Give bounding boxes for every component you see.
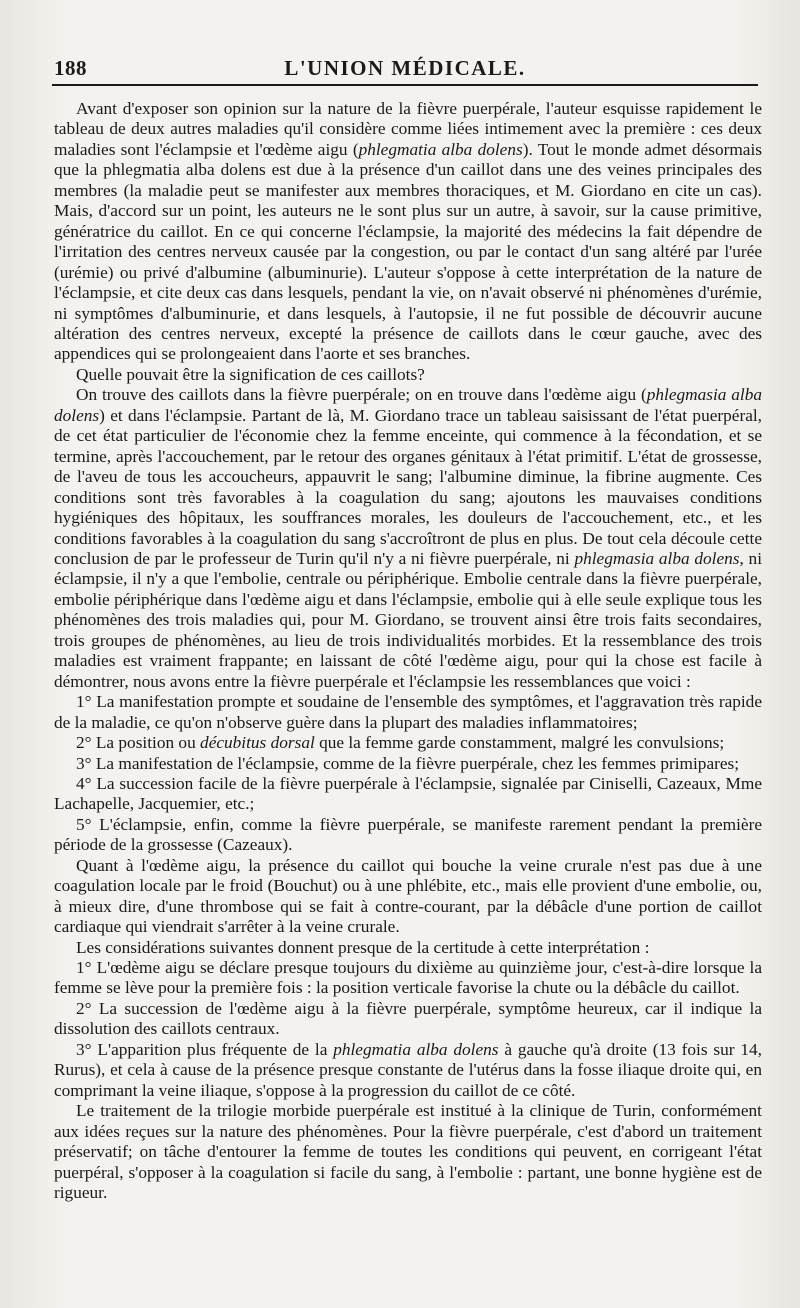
paragraph [54,938,762,958]
paragraph [54,1101,762,1203]
text-run: que la femme garde constamment, malgré les convulsions; [314,733,725,753]
article-body [54,99,762,1203]
text-run: Les considérations suivantes donnent presque de la certitude à cette interprétation : [76,937,650,957]
text-run: 1° La manifestation prompte et soudaine de l'ensemble des symptômes, et l'aggravation très rapide de la maladie, ce qu'on n'observe guère dans la plupart des maladies inflammatoires; [54,692,762,732]
numbered-item [54,815,762,856]
text-run: On trouve des caillots dans la fièvre puerpérale; on en trouve dans l'œdème aigu ( [76,385,647,405]
numbered-item [54,692,762,733]
italic-term: phlegmatia alba dolens [333,1039,499,1059]
italic-term: phlegmatia alba dolens [358,139,523,159]
text-run: 4° La succession facile de la fièvre puerpérale à l'éclampsie, signalée par Ciniselli, Cazeaux, Mme Lachapelle, Jacquemier, etc.; [54,773,762,814]
header-rule [52,84,758,86]
italic-term: phlegmasia alba dolens [574,548,740,568]
paragraph [54,385,762,692]
text-run: 3° La manifestation de l'éclampsie, comme de la fièvre puerpérale, chez les femmes primipares; [76,753,740,773]
running-title: L'UNION MÉDICALE. [284,56,526,80]
page-header [50,52,760,82]
italic-term: phlegmasia alba dolens [54,385,762,425]
text-run: Avant d'exposer son opinion sur la nature de la fièvre puerpérale, l'auteur esquisse rapidement le tableau de deux autres maladies qu'il considère comme liées intimement avec la première : ces deux maladies sont l'éclampsie et l'œdème aigu ( [54,99,762,159]
text-run: 1° L'œdème aigu se déclare presque toujours du dixième au quinzième jour, c'est-à-dire lorsque la femme se lève pour la première fois : la position verticale favorise la chute ou la débâcle du caillot. [54,958,762,998]
numbered-item [54,958,762,999]
text-run: Quant à l'œdème aigu, la présence du caillot qui bouche la veine crurale n'est pas due à une coagulation locale par le froid (Bouchut) ou à une phlébite, etc., mais elle provient d'une embolie, ou, à mieux dire, d'une thrombose qui se fait à contre-courant, par la débâcle d'une portion de caillot cardiaque qui viendrait s'arrêter à la veine crurale. [54,855,762,937]
numbered-item [54,774,762,815]
numbered-item [54,754,762,774]
text-run: 3° L'apparition plus fréquente de la [76,1039,334,1059]
text-run: ). Tout le monde admet désormais que la phlegmatia alba dolens est due à la présence d'un caillot dans une des veines principales des membres (la maladie peut se manifester aux membres thoraciques, et M. Giordano en cite un cas). Mais, d'accord sur un point, les auteurs ne le sont plus sur un autre, à savoir, sur la cause primitive, génératrice du caillot. En ce qui concerne l'éclampsie, la majorité des médecins la fait dépendre de l'irritation des centres nerveux causée par la congestion, ou par le contact d'un sang altéré par l'urée (urémie) ou privé d'albumine (albuminurie). L'auteur s'oppose à cette interprétation de la nature de l'éclampsie, et cite deux cas dans lesquels, pendant la vie, on n'avait observé ni phénomènes d'urémie, ni symptômes d'albuminurie, et dans lesquels, à l'autopsie, il ne fut possible de découvrir aucune altération des centres nerveux, excepté la présence de caillots dans le cœur gauche, avec des appendices qui se prolongeaient dans l'aorte et ses branches. [54,139,762,364]
paragraph [54,856,762,938]
text-run: Le traitement de la trilogie morbide puerpérale est institué à la clinique de Turin, conformément aux idées reçues sur la nature des phénomènes. Pour la fièvre puerpérale, c'est d'abord un traitement préservatif; on tâche d'entourer la femme de toutes les conditions qui peuvent, en corrigeant l'état puerpéral, s'opposer à la coagulation si facile du sang, à l'embolie : partant, une bonne hygiène est de rigueur. [54,1101,762,1203]
text-run: à gauche qu'à droite (13 fois sur 14, Rurus), et cela à cause de la présence presque constante de l'utérus dans la fosse iliaque droite qui, en comprimant la veine iliaque, s'oppose à la progression du caillot de ce côté. [54,1039,762,1100]
numbered-item [54,999,762,1040]
text-run: Quelle pouvait être la signification de ces caillots? [76,364,425,384]
numbered-item [54,1040,762,1101]
text-run: 2° La position ou [76,733,201,753]
italic-term: décubitus dorsal [200,733,315,753]
numbered-item [54,733,762,753]
text-run: ) et dans l'éclampsie. Partant de là, M. Giordano trace un tableau saisissant de l'état puerpéral, de cet état particulier de l'économie chez la femme enceinte, qui commence à la fécondation, et se termine, après l'accouchement, par le retour des organes génitaux à l'état primitif. L'état de grossesse, de l'aveu de tous les accoucheurs, appauvrit le sang; l'albumine diminue, la fibrine augmente. Ces conditions sont très favorables à la coagulation du sang; ajoutons les mauvaises conditions hygiéniques des hôpitaux, les souffrances morales, les douleurs de l'accouchement, etc., et les conditions favorables à la coagulation du sang s'accroîtront de plus en plus. De tout cela découle cette conclusion de par le professeur de Turin qu'il n'y a ni fièvre puerpérale, ni [54,405,762,568]
text-run: 2° La succession de l'œdème aigu à la fièvre puerpérale, symptôme heureux, car il indique la dissolution des caillots centraux. [54,998,762,1039]
text-run: 5° L'éclampsie, enfin, comme la fièvre puerpérale, se manifeste rarement pendant la première période de la grossesse (Cazeaux). [54,814,762,855]
text-run: , ni éclampsie, il n'y a que l'embolie, centrale ou périphérique. Embolie centrale dans la fièvre puerpérale, embolie périphérique dans l'œdème aigu et dans l'éclampsie, embolie qui à elle seule explique tous les phénomènes des trois maladies qui, pour M. Giordano, se trouvent ainsi être trois faits secondaires, trois groupes de phénomènes, au lieu de trois individualités morbides. Et la ressemblance des trois maladies est vraiment frappante; en laissant de côté l'œdème aigu, pour qui la chose est facile à démontrer, nous avons entre la fièvre puerpérale et l'éclampsie les ressemblances que voici : [54,548,762,691]
page-number: 188 [54,56,87,80]
paragraph [54,99,762,365]
paragraph [54,365,762,385]
